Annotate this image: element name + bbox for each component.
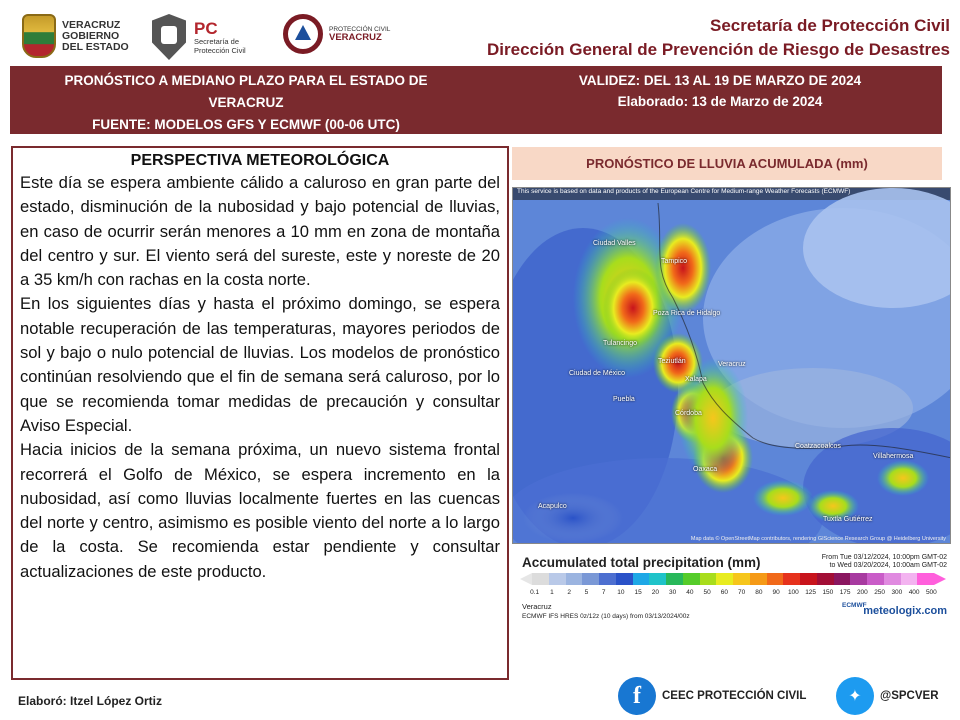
legend-tick-label: 15 [634, 589, 642, 596]
legend-color-swatch [633, 573, 650, 585]
header-title-secretaria: Secretaría de Protección Civil [710, 16, 950, 35]
legend-tick-label: 20 [651, 589, 659, 596]
legend-tick-label: 150 [822, 589, 834, 596]
legend-arrow-left [520, 573, 532, 585]
legend-tick-label: 175 [839, 589, 851, 596]
banner-validity: VALIDEZ: DEL 13 AL 19 DE MARZO DE 2024 [578, 73, 862, 88]
rain-forecast-title: PRONÓSTICO DE LLUVIA ACUMULADA (mm) [512, 147, 942, 180]
legend-title: Accumulated total precipitation (mm) [522, 555, 761, 570]
legend-tick-label: 125 [805, 589, 817, 596]
legend-tick-label: 250 [874, 589, 886, 596]
legend-color-swatch [599, 573, 616, 585]
legend-tick-label: 40 [686, 589, 694, 596]
legend-color-swatch [733, 573, 750, 585]
legend-tick-label: 2 [567, 589, 571, 596]
panel-heading: PERSPECTIVA METEOROLÓGICA [130, 152, 390, 169]
legend-color-swatch [750, 573, 767, 585]
legend-tick-label: 300 [891, 589, 903, 596]
facebook-label: CEEC PROTECCIÓN CIVIL [662, 690, 807, 702]
legend-tick-label: 50 [703, 589, 711, 596]
legend-color-swatch [616, 573, 633, 585]
shield-icon [152, 14, 186, 60]
city-label: Córdoba [675, 410, 702, 417]
legend-color-swatch [783, 573, 800, 585]
veracruz-government-logo [22, 14, 129, 58]
legend-color-swatch [700, 573, 717, 585]
city-label: Ciudad Valles [593, 240, 636, 247]
precipitation-map [512, 187, 951, 544]
outlook-paragraph-1: Este día se espera ambiente cálido a caluroso en gran parte del estado, disminución de la nubosidad y bajo potencial de lluvias, en caso de ocurrir serán menores a 10 mm en zona de montaña del centro y sur. El viento será del sureste, este y noreste de 20 a 35 km/h con rachas en la costa norte. [20, 173, 500, 290]
legend-tick-label: 10 [617, 589, 625, 596]
legend-color-swatch [917, 573, 934, 585]
gov-logo-line1: VERACRUZ [62, 18, 121, 31]
legend-color-swatch [683, 573, 700, 585]
forecast-banner [10, 66, 942, 134]
legend-ticks [526, 589, 940, 596]
meteologix-logo: meteologix.com [863, 605, 947, 617]
legend-tick-label: 500 [925, 589, 937, 596]
twitter-label: @SPCVER [880, 690, 939, 702]
facebook-link[interactable] [618, 677, 806, 715]
prepared-by: Elaboró: Itzel López Ortiz [18, 694, 163, 708]
outlook-paragraph-3: Hacia inicios de la semana próxima, un nuevo sistema frontal recorrerá el Golfo de México, se espera incremento en la nubosidad, así como lluvias localmente fuertes en las cuencas del norte y centro, asimismo es posible viento del norte a lo largo de la costa. Se recomienda estar pendiente y consultar actualizaciones de este producto. [20, 440, 500, 581]
city-label: Xalapa [685, 376, 707, 383]
proteccion-civil-veracruz-logo [283, 14, 390, 54]
pc-logo-line1: Secretaría de [194, 36, 240, 46]
ecmwf-logo: ECMWF [842, 602, 867, 609]
legend-tick-label: 60 [720, 589, 728, 596]
city-label: Ciudad de México [569, 370, 626, 377]
city-label: Coatzacoalcos [795, 443, 841, 450]
legend-color-swatch [767, 573, 784, 585]
legend-color-swatch [666, 573, 683, 585]
legend-tick-label: 5 [584, 589, 589, 596]
outlook-paragraph-2: En los siguientes días y hasta el próximo domingo, se espera notable recuperación de las temperaturas, mayores periodos de sol y bajo o nulo potencial de lluvias. Los modelos de pronóstico continúan resolviendo que el fin de semana será caluroso, por lo que se recomienda tomar medidas de precaución y consultar Aviso Especial. [20, 294, 500, 435]
twitter-bird-icon[interactable]: ✦ [836, 677, 874, 715]
city-label: Puebla [613, 396, 635, 403]
legend-color-swatch [566, 573, 583, 585]
legend-tick-label: 70 [738, 589, 746, 596]
legend-color-swatch [850, 573, 867, 585]
precipitation-legend [512, 550, 951, 630]
legend-arrow-right [934, 573, 946, 585]
legend-color-bar [532, 573, 934, 585]
banner-source: FUENTE: MODELOS GFS Y ECMWF (00-06 UTC) [92, 117, 400, 132]
pc-logo-line2: Protección Civil [194, 45, 246, 55]
legend-tick-label: 200 [856, 589, 868, 596]
legend-tick-label: 7 [601, 589, 606, 596]
legend-color-swatch [716, 573, 733, 585]
banner-forecast-state: VERACRUZ [208, 95, 284, 110]
legend-region: Veracruz [522, 602, 552, 611]
legend-color-swatch [582, 573, 599, 585]
map-footer-attribution: Map data © OpenStreetMap contributors, rendering GIScience Research Group @ Heidelberg University [690, 536, 946, 542]
legend-color-swatch [901, 573, 918, 585]
banner-forecast-title: PRONÓSTICO A MEDIANO PLAZO PARA EL ESTADO DE [64, 73, 428, 88]
legend-model-info: ECMWF IFS HRES 0z/12z (10 days) from 03/13/2024/00z [522, 613, 690, 620]
pc-logo [152, 14, 246, 60]
city-label: Acapulco [538, 503, 567, 510]
pc-logo-mark: PC [194, 18, 218, 38]
city-label: Veracruz [718, 361, 746, 368]
city-label: Teziutlán [658, 358, 686, 365]
city-label: Tuxtla Gutiérrez [823, 516, 873, 523]
gov-logo-line3: DEL ESTADO [62, 40, 129, 53]
gov-logo-line2: GOBIERNO [62, 29, 120, 42]
legend-color-swatch [549, 573, 566, 585]
legend-period-end: to Wed 03/20/2024, 10:00am GMT-02 [829, 562, 947, 569]
civil-protection-triangle-icon [283, 14, 323, 54]
city-label: Tampico [661, 258, 688, 265]
legend-period-start: From Tue 03/12/2024, 10:00pm GMT-02 [821, 554, 947, 561]
legend-color-swatch [800, 573, 817, 585]
legend-color-swatch [817, 573, 834, 585]
facebook-icon[interactable]: f [618, 677, 656, 715]
city-label: Tulancingo [603, 340, 637, 347]
state-crest-icon [22, 14, 56, 58]
legend-tick-label: 0.1 [530, 589, 540, 596]
header-title-direccion: Dirección General de Prevención de Riesgo de Desastres [487, 40, 950, 59]
pcv-logo-line2: VERACRUZ [329, 31, 382, 43]
legend-tick-label: 30 [669, 589, 677, 596]
weather-outlook-panel [11, 146, 509, 680]
legend-color-swatch [884, 573, 901, 585]
legend-tick-label: 400 [908, 589, 920, 596]
pcv-logo-line1: PROTECCIÓN CIVIL [329, 25, 391, 33]
legend-tick-label: 80 [755, 589, 763, 596]
banner-date: Elaborado: 13 de Marzo de 2024 [617, 94, 823, 109]
legend-color-swatch [532, 573, 549, 585]
legend-color-swatch [834, 573, 851, 585]
legend-color-swatch [867, 573, 884, 585]
city-label: Poza Rica de Hidalgo [653, 310, 721, 317]
city-label: Oaxaca [693, 466, 718, 473]
legend-tick-label: 100 [787, 589, 799, 596]
legend-tick-label: 90 [772, 589, 780, 596]
map-attribution: This service is based on data and products of the European Centre for Medium-range Weather Forecasts (ECMWF) [517, 188, 851, 195]
legend-tick-label: 1 [550, 589, 554, 596]
city-label: Villahermosa [873, 453, 914, 460]
twitter-link[interactable] [836, 677, 939, 715]
legend-color-swatch [649, 573, 666, 585]
